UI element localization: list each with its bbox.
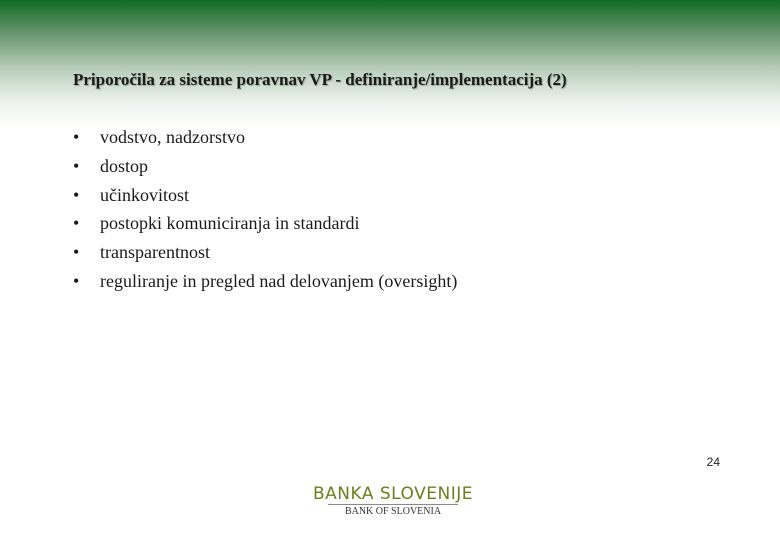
logo-name: BANKA SLOVENIJE (313, 484, 473, 504)
bullet-icon: • (73, 213, 80, 234)
header-gradient-band (0, 0, 780, 130)
bullet-list (73, 125, 457, 298)
bullet-item (73, 240, 457, 269)
bullet-item (73, 211, 457, 240)
bullet-text: učinkovitost (100, 184, 189, 205)
bullet-icon: • (73, 270, 80, 291)
bullet-item (73, 125, 457, 154)
bullet-icon: • (73, 184, 80, 205)
bullet-icon: • (73, 127, 80, 147)
bullet-item (73, 154, 457, 183)
bullet-item (73, 269, 457, 298)
bullet-text: vodstvo, nadzorstvo (100, 127, 245, 147)
logo-subtitle: BANK OF SLOVENIA (328, 504, 458, 519)
page-number: 24 (706, 455, 720, 469)
bullet-text: reguliranje in pregled nad delovanjem (oversight) (100, 270, 458, 291)
bullet-item (73, 183, 457, 212)
bullet-text: dostop (100, 155, 149, 176)
bullet-icon: • (73, 242, 80, 263)
bullet-text: postopki komuniciranja in standardi (100, 213, 360, 234)
bullet-text: transparentnost (100, 242, 210, 263)
bank-logo (290, 484, 496, 519)
slide-title: Priporočila za sisteme poravnav VP - definiranje/implementacija (2) (73, 70, 567, 89)
bullet-icon: • (73, 155, 80, 176)
